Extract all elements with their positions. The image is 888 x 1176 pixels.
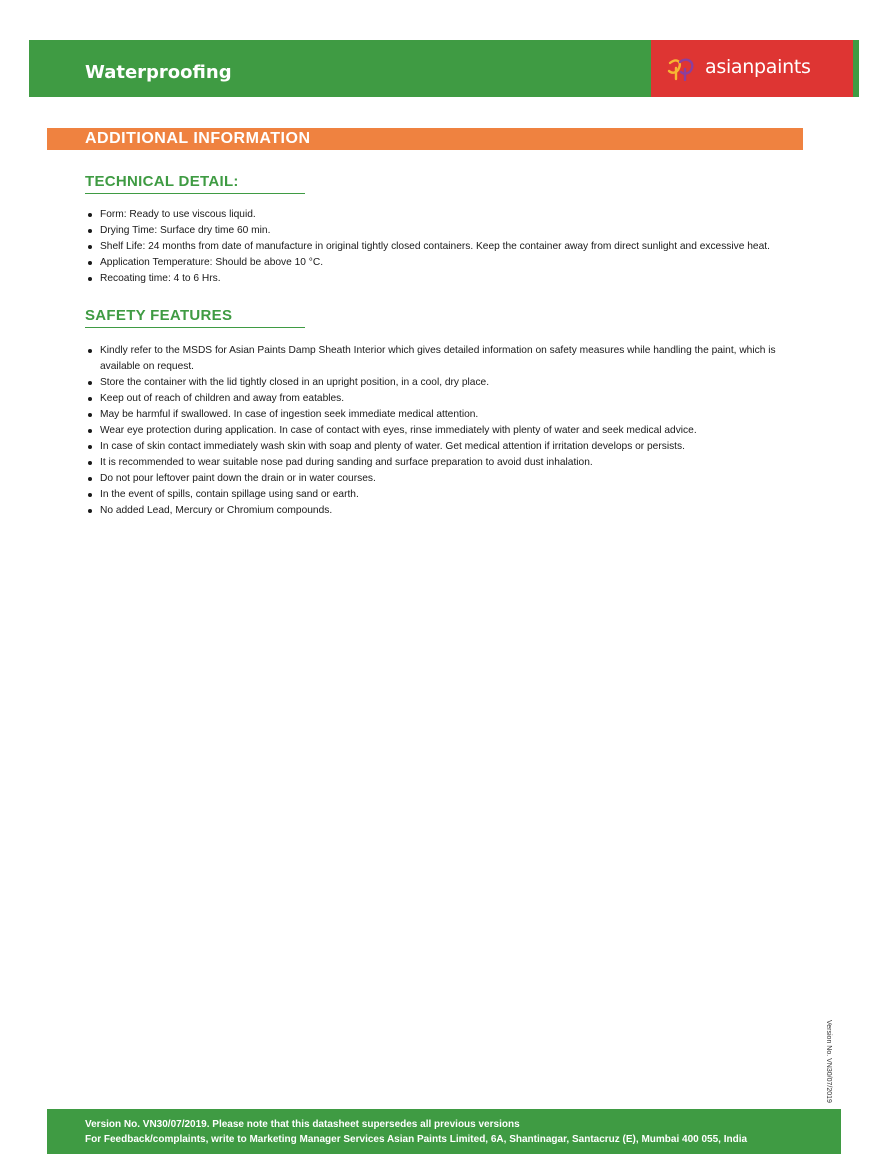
section-title: ADDITIONAL INFORMATION — [85, 130, 311, 147]
brand-logo — [651, 40, 853, 97]
list-item: Kindly refer to the MSDS for Asian Paints Damp Sheath Interior which gives detailed information on safety measures while handling the paint, which is available on request. — [87, 343, 787, 375]
list-item: Application Temperature: Should be above 10 °C. — [87, 255, 827, 271]
technical-detail-heading: TECHNICAL DETAIL: — [85, 173, 305, 194]
list-item: Form: Ready to use viscous liquid. — [87, 207, 827, 223]
asianpaints-logo-icon — [667, 57, 697, 81]
list-item: No added Lead, Mercury or Chromium compounds. — [87, 503, 787, 519]
list-item: Keep out of reach of children and away from eatables. — [87, 391, 787, 407]
technical-detail-list — [87, 207, 827, 287]
footer-version-note: Version No. VN30/07/2019. Please note that this datasheet supersedes all previous versions — [85, 1119, 520, 1130]
list-item: In case of skin contact immediately wash skin with soap and plenty of water. Get medical attention if irritation develops or persists. — [87, 439, 787, 455]
list-item: Store the container with the lid tightly closed in an upright position, in a cool, dry place. — [87, 375, 787, 391]
logo-wordmark: asianpaints — [705, 56, 811, 78]
list-item: In the event of spills, contain spillage using sand or earth. — [87, 487, 787, 503]
list-item: Do not pour leftover paint down the drain or in water courses. — [87, 471, 787, 487]
footer-contact: For Feedback/complaints, write to Marketing Manager Services Asian Paints Limited, 6A, Shantinagar, Santacruz (E), Mumbai 400 055, India — [85, 1134, 748, 1145]
side-version-text: Version No. VN30/07/2019 — [825, 1020, 832, 1103]
safety-features-heading: SAFETY FEATURES — [85, 307, 305, 328]
side-version-label — [826, 1020, 838, 1104]
list-item: It is recommended to wear suitable nose pad during sanding and surface preparation to avoid dust inhalation. — [87, 455, 787, 471]
section-header-bar — [47, 128, 803, 150]
list-item: Shelf Life: 24 months from date of manufacture in original tightly closed containers. Keep the container away from direct sunlight and excessive heat. — [87, 239, 827, 255]
header-bar — [29, 40, 859, 97]
footer-bar — [47, 1109, 841, 1154]
list-item: Wear eye protection during application. In case of contact with eyes, rinse immediately with plenty of water and seek medical advice. — [87, 423, 787, 439]
page-title: Waterproofing — [85, 62, 232, 83]
list-item: Drying Time: Surface dry time 60 min. — [87, 223, 827, 239]
list-item: May be harmful if swallowed. In case of ingestion seek immediate medical attention. — [87, 407, 787, 423]
list-item: Recoating time: 4 to 6 Hrs. — [87, 271, 827, 287]
safety-features-list — [87, 343, 787, 519]
